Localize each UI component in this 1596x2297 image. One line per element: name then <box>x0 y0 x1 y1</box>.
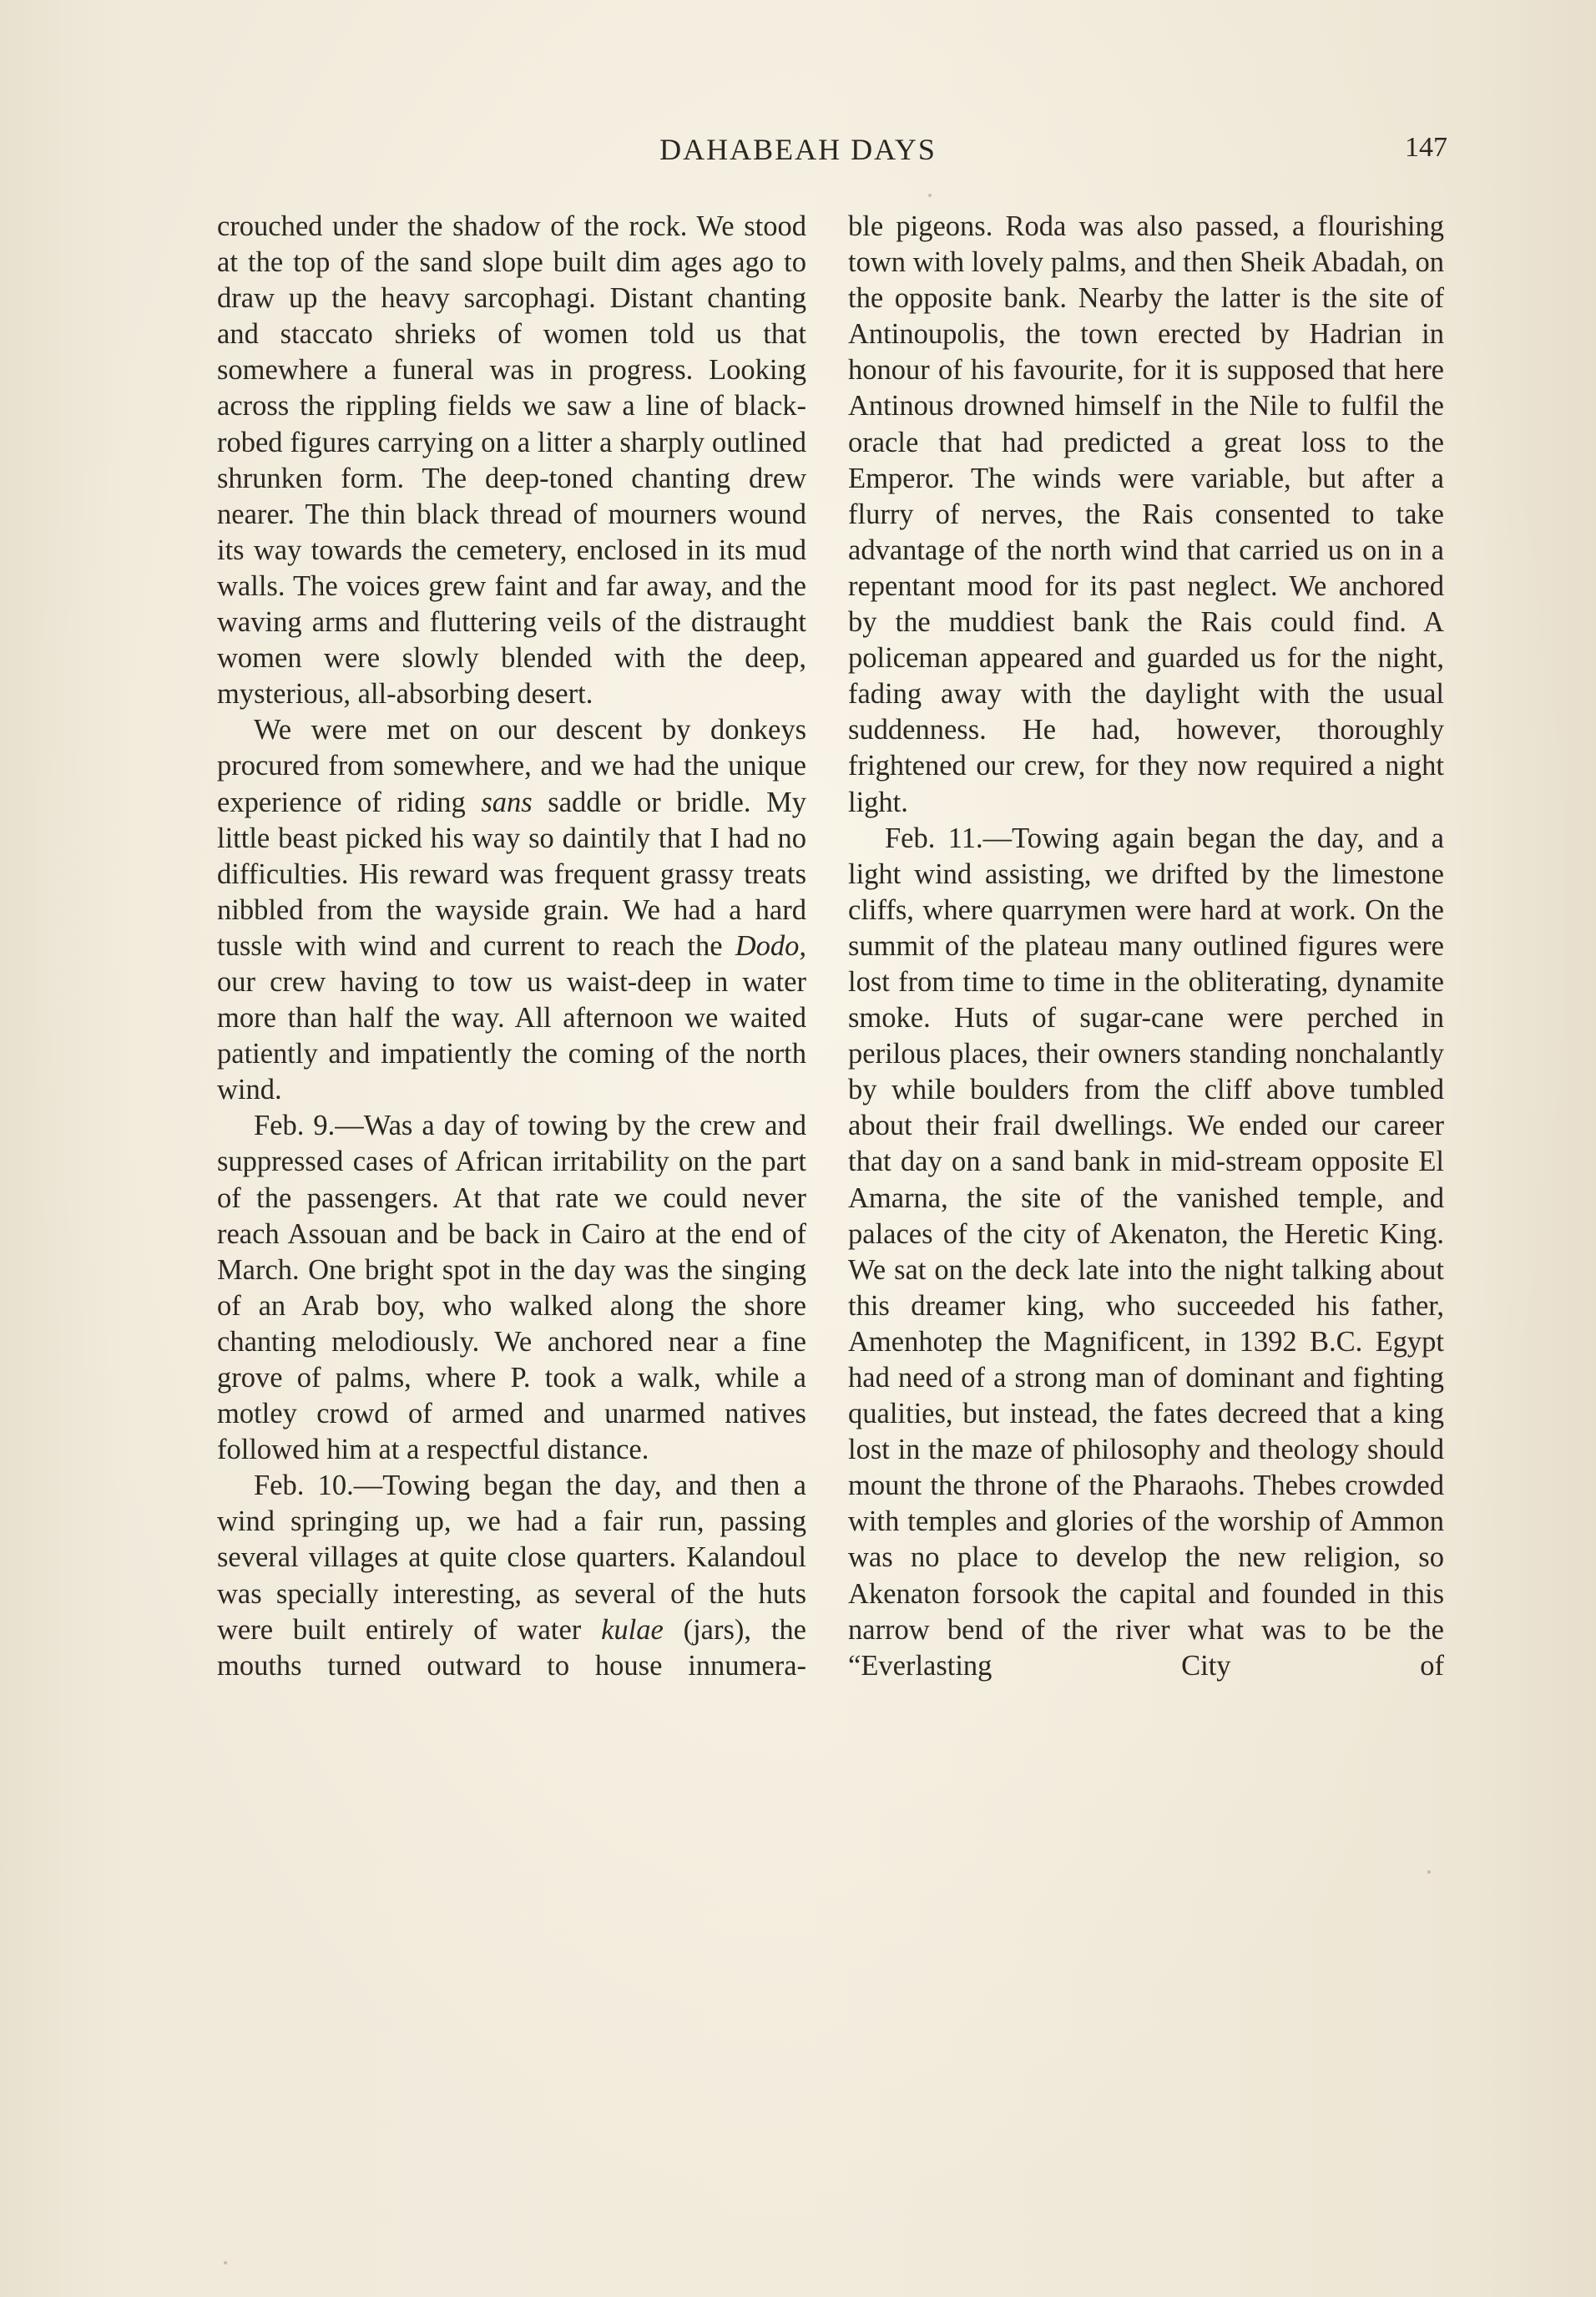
paragraph-text: Feb. 10.—Towing began the day, and then a wind springing up, we had a fair run, passing several villages at quite close quarters. Kalandoul was specially interesting, as several of the huts were built entirely of water <box>217 1470 806 1646</box>
paragraph <box>217 712 806 1108</box>
page-number: 147 <box>1405 132 1447 163</box>
paragraph-text: our crew having to tow us waist-deep in water more than half the way. All afternoon we waited patiently and impatiently the coming of the north wind. <box>217 965 806 1106</box>
paper-speck <box>928 194 932 197</box>
paragraph-text: Feb. 11.—Towing again began the day, and a light wind assisting, we drifted by the limestone cliffs, where quarrymen were hard at work. On the summit of the plateau many outlined figures were lost from time to time in the obliterating, dynamite smoke. Huts of sugar-cane were perched in perilous places, their owners standing nonchalantly by while boulders from the cliff above tumbled about their frail dwellings. We ended our career that day on a sand bank in mid-stream opposite El Amarna, the site of the vanished temple, and palaces of the city of Akenaton, the Heretic King. We sat on the deck late into the night talking about this dreamer king, who succeeded his father, Amenhotep the Magnificent, in 1392 B.C. Egypt had need of a strong man of dominant and fighting qualities, but instead, the fates decreed that a king lost in the maze of philosophy and theology should mount the throne of the Pharaohs. Thebes crowded with temples and glories of the worship of Ammon was no place to develop the new religion, so Akenaton forsook the capital and founded in this narrow bend of the river what was to be the “Everlasting City of <box>848 822 1444 1682</box>
italic-text: kulae <box>601 1613 664 1646</box>
italic-text: sans <box>481 786 533 818</box>
paragraph-text: crouched under the shadow of the rock. We stood at the top of the sand slope built dim ages ago to draw up the heavy sarcophagi. Distant chanting and staccato shrieks of women told us that somewhere a funeral was in progress. Looking across the rippling fields we saw a line of black-robed figures carrying on a litter a sharply outlined shrunken form. The deep-toned chanting drew nearer. The thin black thread of mourners wound its way towards the cemetery, enclosed in its mud walls. The voices grew faint and far away, and the waving arms and fluttering veils of the distraught women were slowly blended with the deep, mysterious, all-absorbing desert. <box>217 210 806 711</box>
paragraph-text: (jars), the mouths turned outward to house innumera- <box>217 1613 806 1682</box>
paragraph <box>217 209 806 712</box>
left-column <box>217 209 806 1684</box>
paper-speck <box>1427 1870 1431 1874</box>
paper-speck <box>224 2261 227 2264</box>
page-header <box>0 132 1596 174</box>
right-column <box>848 209 1444 1684</box>
paragraph <box>848 209 1444 821</box>
paragraph-text: Feb. 9.—Was a day of towing by the crew and suppressed cases of African irritability on the part of the passengers. At that rate we could never reach Assouan and be back in Cairo at the end of March. One bright spot in the day was the singing of an Arab boy, who walked along the shore chanting melodiously. We anchored near a fine grove of palms, where P. took a walk, while a motley crowd of armed and unarmed natives followed him at a respectful distance. <box>217 1110 806 1466</box>
paragraph-text: We were met on our descent by donkeys procured from somewhere, and we had the unique experience of riding <box>217 714 806 818</box>
paragraph-text: ble pigeons. Roda was also passed, a flourishing town with lovely palms, and then Sheik Abadah, on the opposite bank. Nearby the latter is the site of Antinoupolis, the town erected by Hadrian in honour of his favourite, for it is supposed that here Antinous drowned himself in the Nile to fulfil the oracle that had predicted a great loss to the Emperor. The winds were variable, but after a flurry of nerves, the Rais consented to take advantage of the north wind that carried us on in a repentant mood for its past neglect. We anchored by the muddiest bank the Rais could find. A policeman appeared and guarded us for the night, fading away with the daylight with the usual suddenness. He had, however, thoroughly frightened our crew, for they now required a night light. <box>848 210 1444 818</box>
ship-name: Dodo, <box>735 929 806 962</box>
running-title: DAHABEAH DAYS <box>659 133 937 166</box>
paragraph <box>848 821 1444 1684</box>
paragraph <box>217 1468 806 1684</box>
paragraph <box>217 1108 806 1468</box>
paragraph-text: saddle or bridle. My little beast picked his way so daintily that I had no difficulties. His reward was frequent grassy treats nibbled from the wayside grain. We had a hard tussle with wind and current to reach the <box>217 786 806 962</box>
